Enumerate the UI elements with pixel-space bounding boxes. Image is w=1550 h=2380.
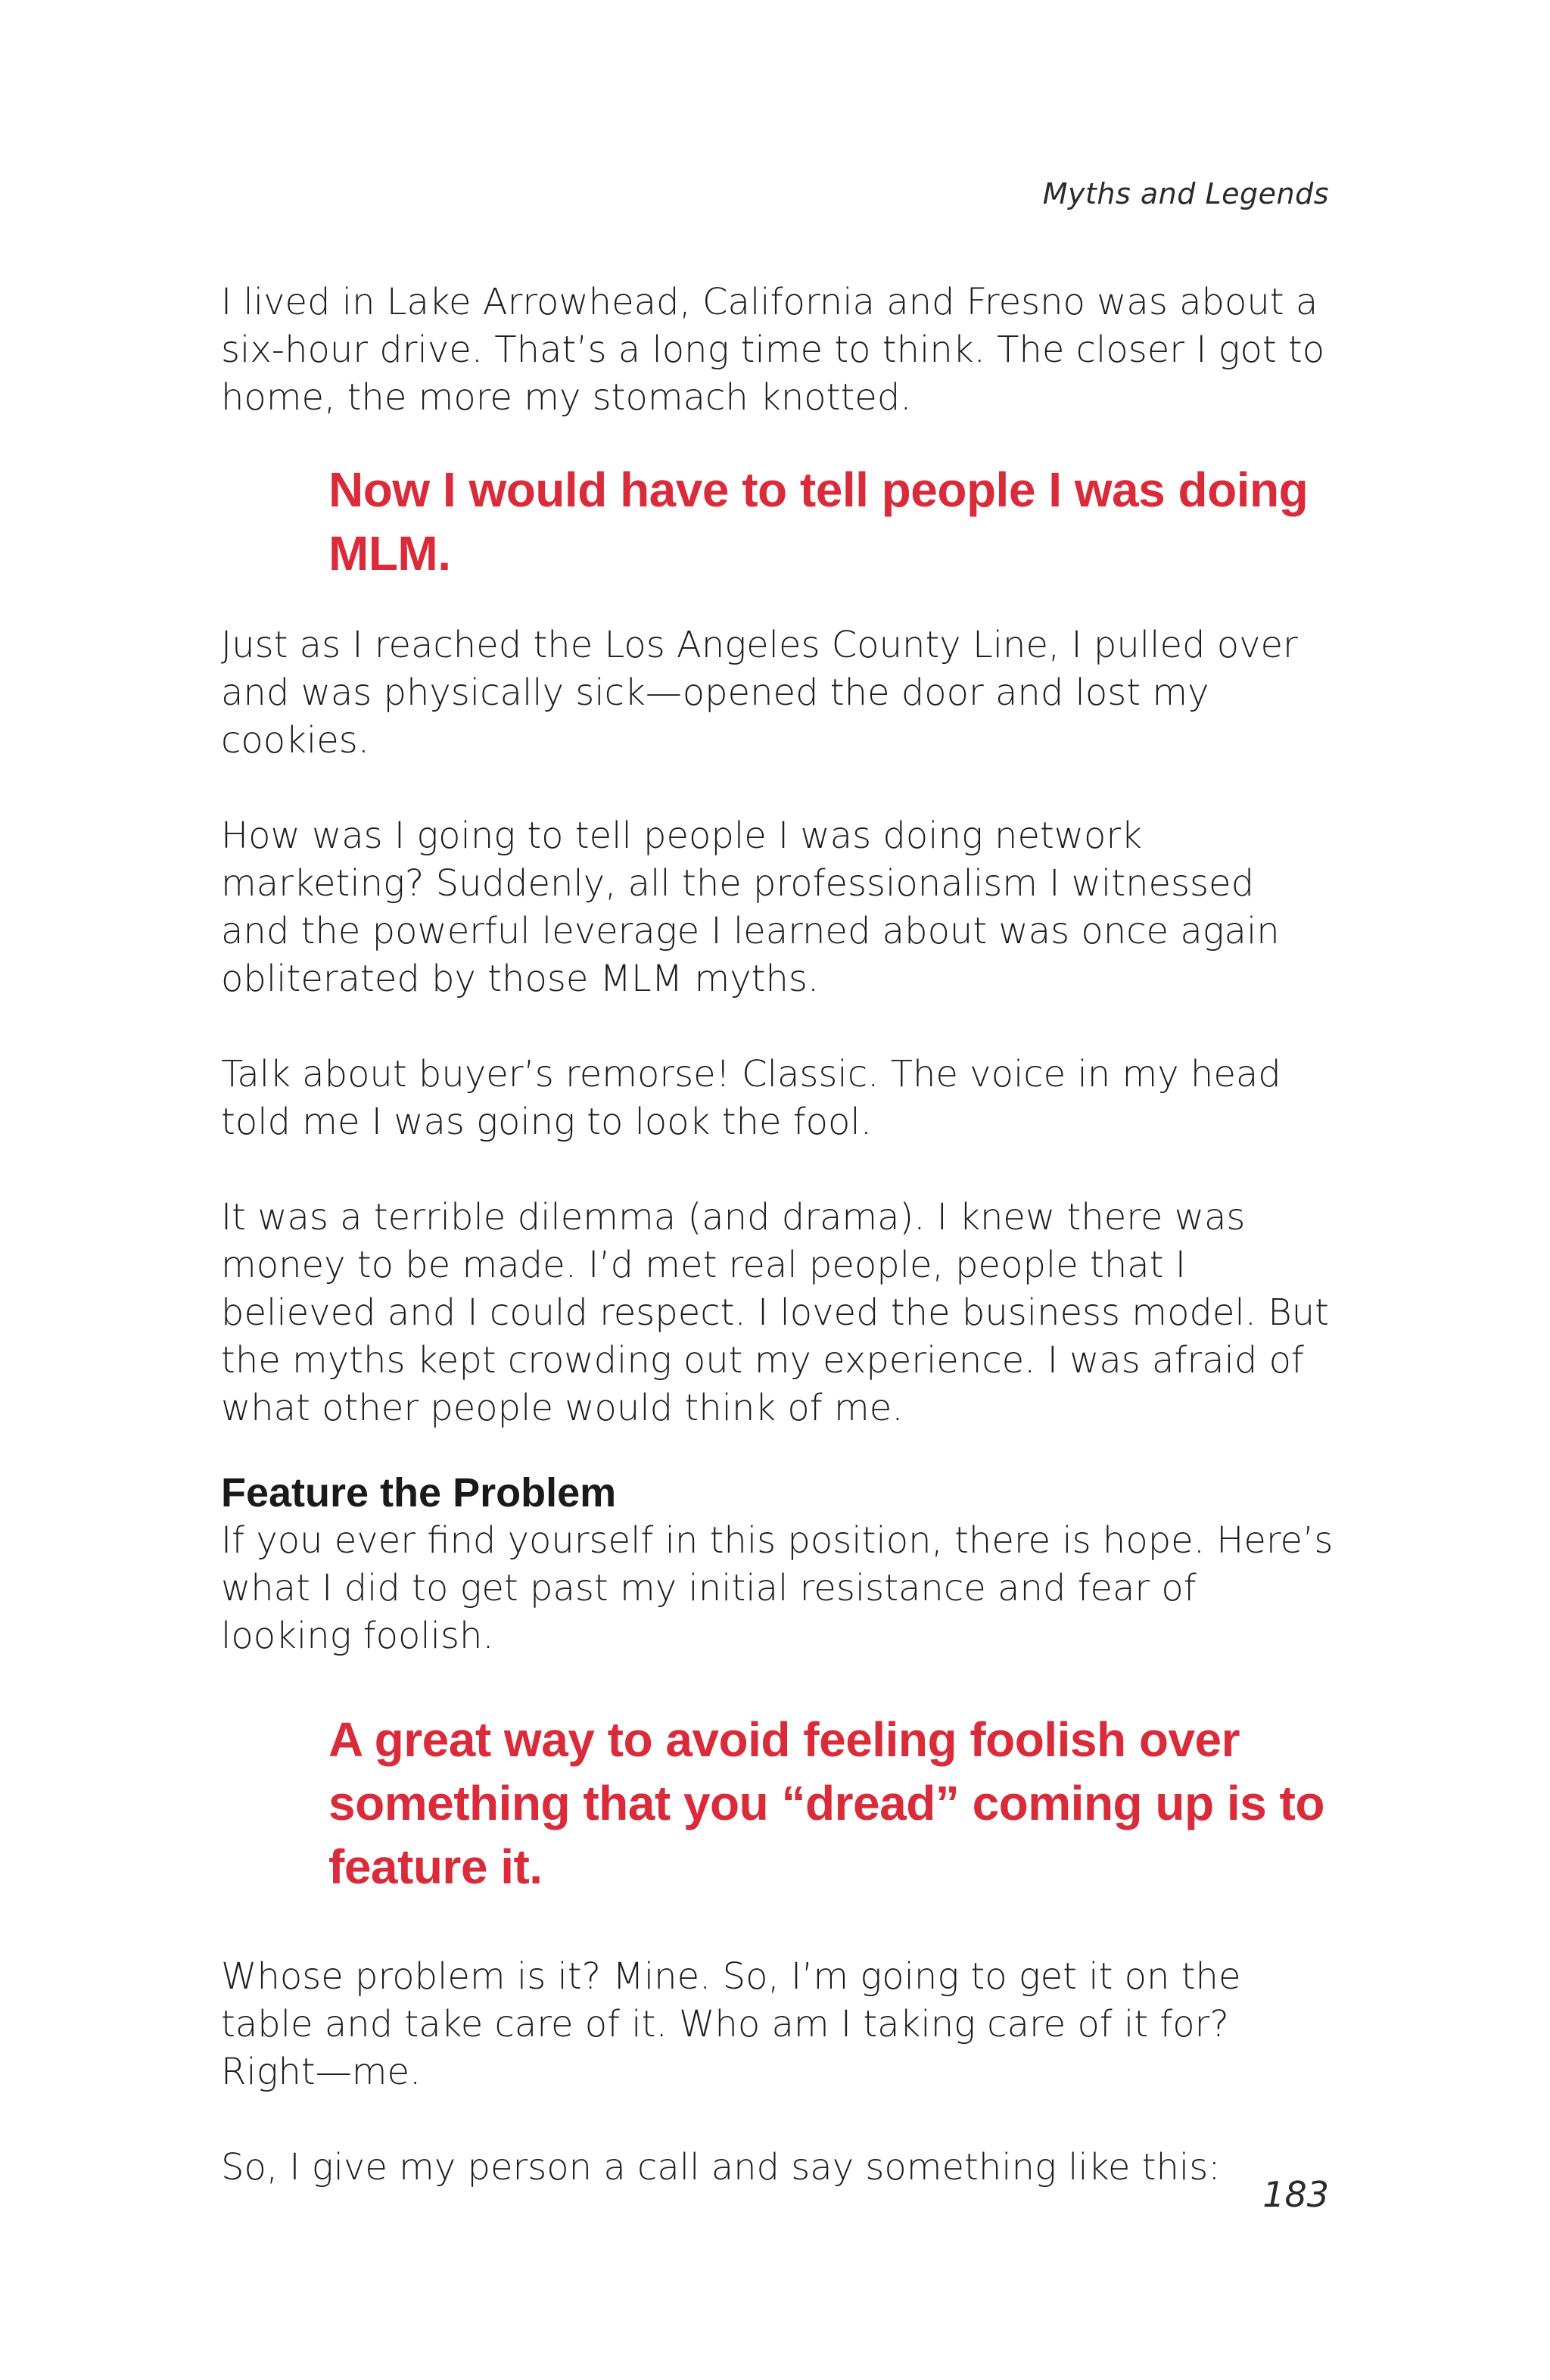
paragraph-8: So, I give my person a call and say something like this: xyxy=(221,2146,1221,2188)
paragraph-3: How was I going to tell people I was doing network marketing? Suddenly, all the professionalism I witnessed and the powerful leverage I learned about was once again obliterated by those MLM myths. xyxy=(221,815,1280,1000)
paragraph-5: It was a terrible dilemma (and drama). I knew there was money to be made. I’d met real people, people that I believed and I could respect. I loved the business model. But the myths kept crowding out my experience. I was afraid of what other people would think of me. xyxy=(221,1196,1329,1429)
running-head: Myths and Legends xyxy=(1042,177,1329,210)
page-number: 183 xyxy=(1262,2174,1329,2215)
paragraph-4: Talk about buyer’s remorse! Classic. The voice in my head told me I was going to look the fool. xyxy=(221,1053,1281,1143)
paragraph-6: If you ever find yourself in this position, there is hope. Here’s what I did to get past my initial resistance and fear of looking foolish. xyxy=(221,1519,1334,1657)
section-subhead: Feature the Problem xyxy=(221,1470,617,1516)
paragraph-1: I lived in Lake Arrowhead, California and Fresno was about a six-hour drive. That’s a long time to think. The closer I got to home, the more my stomach knotted. xyxy=(221,281,1325,419)
pullquote-1: Now I would have to tell people I was doing MLM. xyxy=(328,463,1309,581)
paragraph-2: Just as I reached the Los Angeles County Line, I pulled over and was physically sick—opened the door and lost my cookies. xyxy=(221,624,1298,762)
page-body xyxy=(221,279,1334,2239)
paragraph-7: Whose problem is it? Mine. So, I’m going to get it on the table and take care of it. Who am I taking care of it for? Right—me. xyxy=(221,1955,1241,2093)
pullquote-2: A great way to avoid feeling foolish over something that you “dread” coming up is to feature it. xyxy=(328,1712,1324,1894)
